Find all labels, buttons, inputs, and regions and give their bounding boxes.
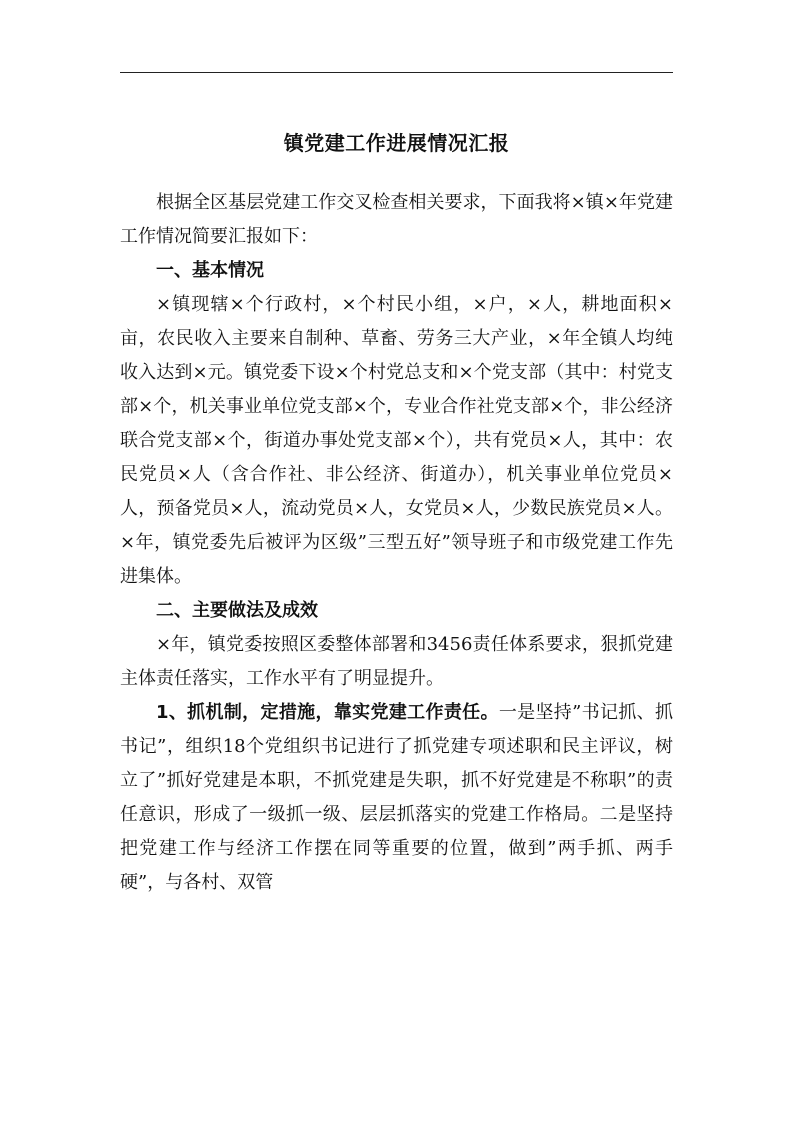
document-body [120,186,673,900]
section-2-heading: 二、主要做法及成效 [156,600,318,621]
intro-paragraph: 根据全区基层党建工作交叉检查相关要求，下面我将×镇×年党建工作情况简要汇报如下： [120,192,673,247]
item-1-text: 一是坚持”书记抓、抓书记”，组织18个党组织书记进行了抓党建专项述职和民主评议，树立了”抓好党建是本职，不抓党建是失职，抓不好党建是不称职”的责任意识，形成了一级抓一级、层层抓落实的党建工作格局。二是坚持把党建工作与经济工作摆在同等重要的位置，做到”两手抓、两手硬”，与各村、双管 [120,702,673,893]
header-rule [120,72,673,73]
document-title: 镇党建工作进展情况汇报 [283,131,510,155]
section-1-paragraph: ×镇现辖×个行政村，×个村民小组，×户，×人，耕地面积×亩，农民收入主要来自制种、草畜、劳务三大产业，×年全镇人均纯收入达到×元。镇党委下设×个村党总支和×个党支部（其中：村党支部×个，机关事业单位党支部×个，专业合作社党支部×个，非公经济联合党支部×个，街道办事处党支部×个），共有党员×人，其中：农民党员×人（含合作社、非公经济、街道办），机关事业单位党员×人，预备党员×人，流动党员×人，女党员×人，少数民族党员×人。×年，镇党委先后被评为区级”三型五好”领导班子和市级党建工作先进集体。 [120,294,673,587]
item-1-lead: 1、抓机制，定措施，靠实党建工作责任。 [156,702,499,723]
item-1-paragraph [120,696,673,900]
section-2-paragraph: ×年，镇党委按照区委整体部署和3456责任体系要求，狠抓党建主体责任落实，工作水平有了明显提升。 [120,634,673,689]
section-1-heading: 一、基本情况 [156,260,264,281]
